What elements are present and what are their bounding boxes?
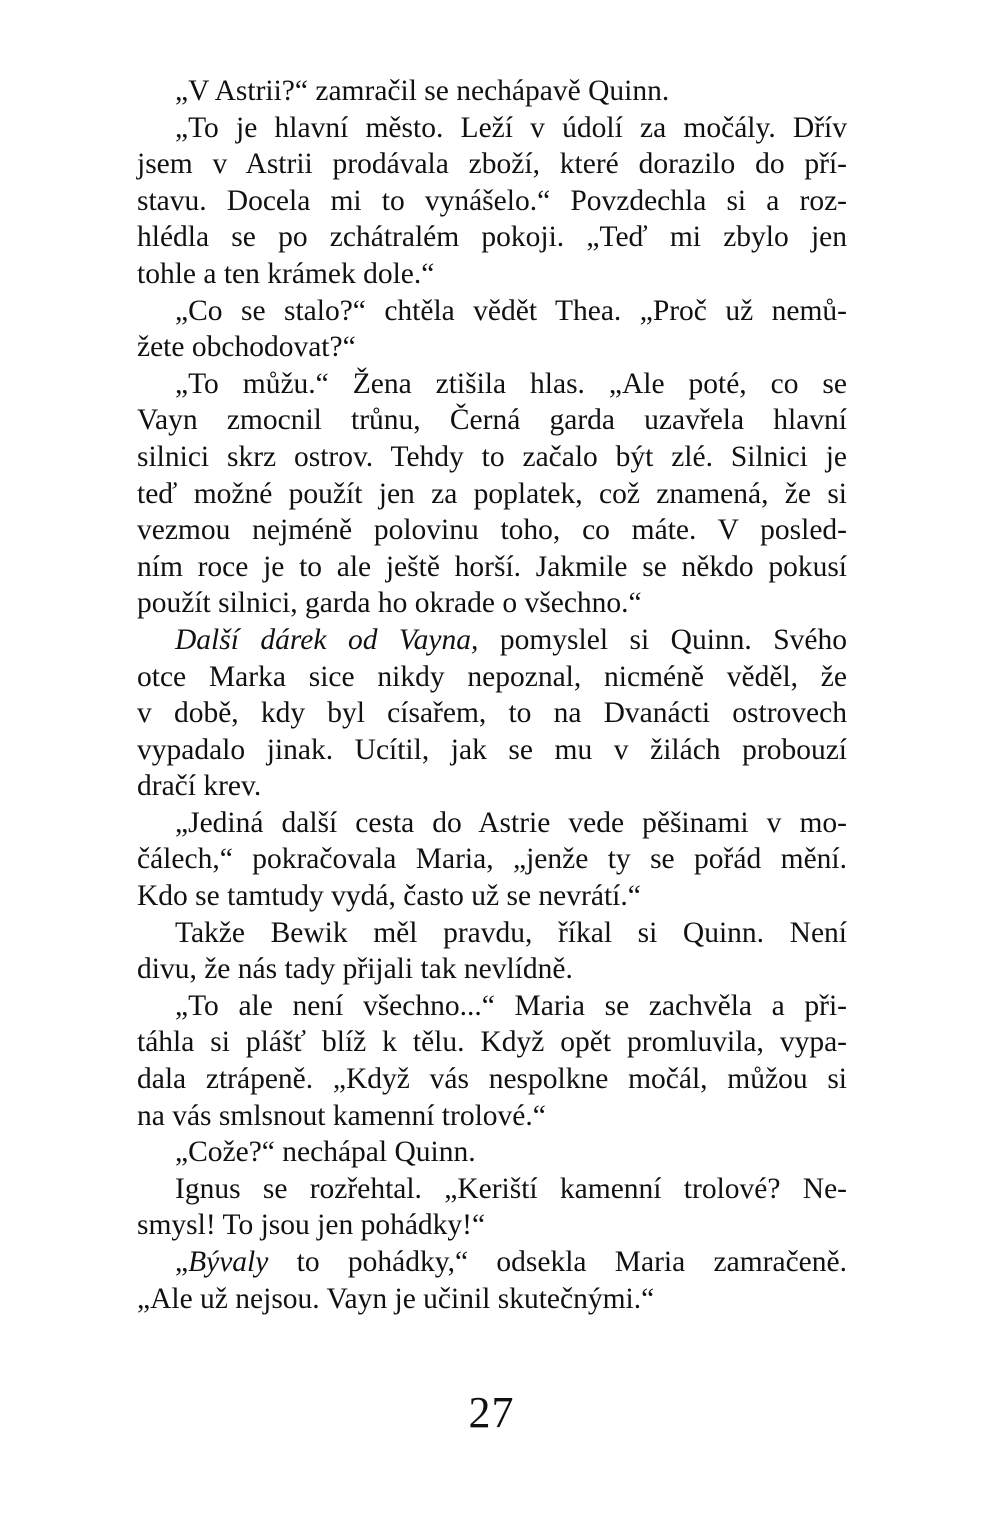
- text-line: [137, 549, 847, 586]
- text-line: [137, 476, 847, 513]
- text-segment: „To ale není všechno...“ Maria se zachvěla a při-: [175, 989, 847, 1022]
- text-segment: teď možné použít jen za poplatek, což znamená, že si: [137, 477, 847, 510]
- text-line: [137, 293, 847, 330]
- text-segment: Takže Bewik měl pravdu, říkal si Quinn. Není: [175, 916, 847, 949]
- text-segment: dala ztrápeně. „Když vás nespolkne močál, můžou si: [137, 1063, 847, 1096]
- paragraph: [137, 988, 847, 1134]
- text-segment: smysl! To jsou jen pohádky!“: [137, 1209, 486, 1242]
- text-segment: čálech,“ pokračovala Maria, „jenže ty se pořád mění.: [137, 843, 847, 876]
- text-line: [137, 73, 847, 110]
- paragraph: [137, 622, 847, 805]
- text-segment: žete obchodovat?“: [137, 331, 356, 364]
- paragraph: [137, 366, 847, 622]
- text-line: [137, 1171, 847, 1208]
- text-line: [137, 951, 847, 988]
- text-line: [137, 805, 847, 842]
- paragraph: [137, 73, 847, 110]
- text-line: [137, 146, 847, 183]
- text-segment: „To můžu.“ Žena ztišila hlas. „Ale poté, co se: [175, 367, 847, 400]
- text-line: [137, 110, 847, 147]
- text-line: [137, 659, 847, 696]
- text-line: [137, 329, 847, 366]
- text-line: [137, 1098, 847, 1135]
- text-segment: Vayn zmocnil trůnu, Černá garda uzavřela hlavní: [137, 404, 847, 437]
- text-line: [137, 768, 847, 805]
- text-segment: Ignus se rozřehtal. „Keriští kamenní trolové? Ne-: [175, 1172, 847, 1205]
- paragraph: [137, 805, 847, 915]
- text-segment: „Cože?“ nechápal Quinn.: [175, 1136, 476, 1169]
- text-segment: „To je hlavní město. Leží v údolí za močály. Dřív: [175, 111, 847, 144]
- page-number: 27: [468, 1388, 515, 1437]
- paragraph: [137, 1244, 847, 1317]
- body-text: [137, 73, 847, 1317]
- paragraph: [137, 915, 847, 988]
- text-segment: použít silnici, garda ho okrade o všechno.“: [137, 587, 642, 620]
- text-segment: vezmou nejméně polovinu toho, co máte. V posled-: [137, 514, 847, 547]
- text-line: [137, 841, 847, 878]
- text-segment: na vás smlsnout kamenní trolové.“: [137, 1099, 546, 1132]
- italic-text: Bývaly: [188, 1246, 269, 1278]
- paragraph: [137, 293, 847, 366]
- text-line: [137, 1061, 847, 1098]
- text-line: [137, 183, 847, 220]
- text-segment: silnici skrz ostrov. Tehdy to začalo být zlé. Silnici je: [137, 440, 847, 473]
- text-line: [137, 439, 847, 476]
- text-segment: pomyslel si Quinn. Svého: [478, 623, 847, 656]
- text-line: [137, 732, 847, 769]
- text-line: [137, 1281, 847, 1318]
- text-segment: „Co se stalo?“ chtěla vědět Thea. „Proč už nemů-: [175, 294, 847, 327]
- text-segment: dračí krev.: [137, 770, 262, 803]
- text-segment: „V Astrii?“ zamračil se nechápavě Quinn.: [175, 75, 670, 107]
- text-line: [137, 256, 847, 293]
- text-line: [137, 878, 847, 915]
- text-segment: otce Marka sice nikdy nepoznal, nicméně věděl, že: [137, 660, 847, 693]
- text-line: [137, 1134, 847, 1171]
- text-segment: Kdo se tamtudy vydá, často už se nevrátí.“: [137, 880, 641, 913]
- text-segment: stavu. Docela mi to vynášelo.“ Povzdechla si a roz-: [137, 184, 847, 217]
- text-segment: „Jediná další cesta do Astrie vede pěšinami v mo-: [175, 806, 847, 839]
- text-line: [137, 915, 847, 952]
- text-segment: to pohádky,“ odsekla Maria zamračeně.: [268, 1246, 847, 1278]
- text-segment: táhla si plášť blíž k tělu. Když opět promluvila, vypa-: [137, 1026, 847, 1059]
- text-line: [137, 402, 847, 439]
- text-line: [137, 622, 847, 659]
- text-line: [137, 366, 847, 403]
- paragraph: [137, 1171, 847, 1244]
- text-segment: „: [175, 1246, 189, 1278]
- text-line: [137, 695, 847, 732]
- paragraph: [137, 110, 847, 293]
- text-segment: vypadalo jinak. Ucítil, jak se mu v žilách probouzí: [137, 733, 847, 766]
- text-line: [137, 1244, 847, 1281]
- text-segment: hlédla se po zchátralém pokoji. „Teď mi zbylo jen: [137, 221, 847, 254]
- text-segment: tohle a ten krámek dole.“: [137, 257, 435, 290]
- text-line: [137, 988, 847, 1025]
- text-segment: jsem v Astrii prodávala zboží, které dorazilo do pří-: [137, 148, 847, 181]
- paragraph: [137, 1134, 847, 1171]
- text-segment: ním roce je to ale ještě horší. Jakmile se někdo pokusí: [137, 550, 847, 583]
- text-line: [137, 512, 847, 549]
- text-line: [137, 585, 847, 622]
- text-segment: „Ale už nejsou. Vayn je učinil skutečnými.“: [137, 1282, 655, 1315]
- text-segment: v době, kdy byl císařem, to na Dvanácti ostrovech: [137, 697, 847, 730]
- italic-text: Další dárek od Vayna,: [175, 623, 479, 656]
- text-line: [137, 1207, 847, 1244]
- text-line: [137, 219, 847, 256]
- text-segment: divu, že nás tady přijali tak nevlídně.: [137, 953, 573, 986]
- text-line: [137, 1024, 847, 1061]
